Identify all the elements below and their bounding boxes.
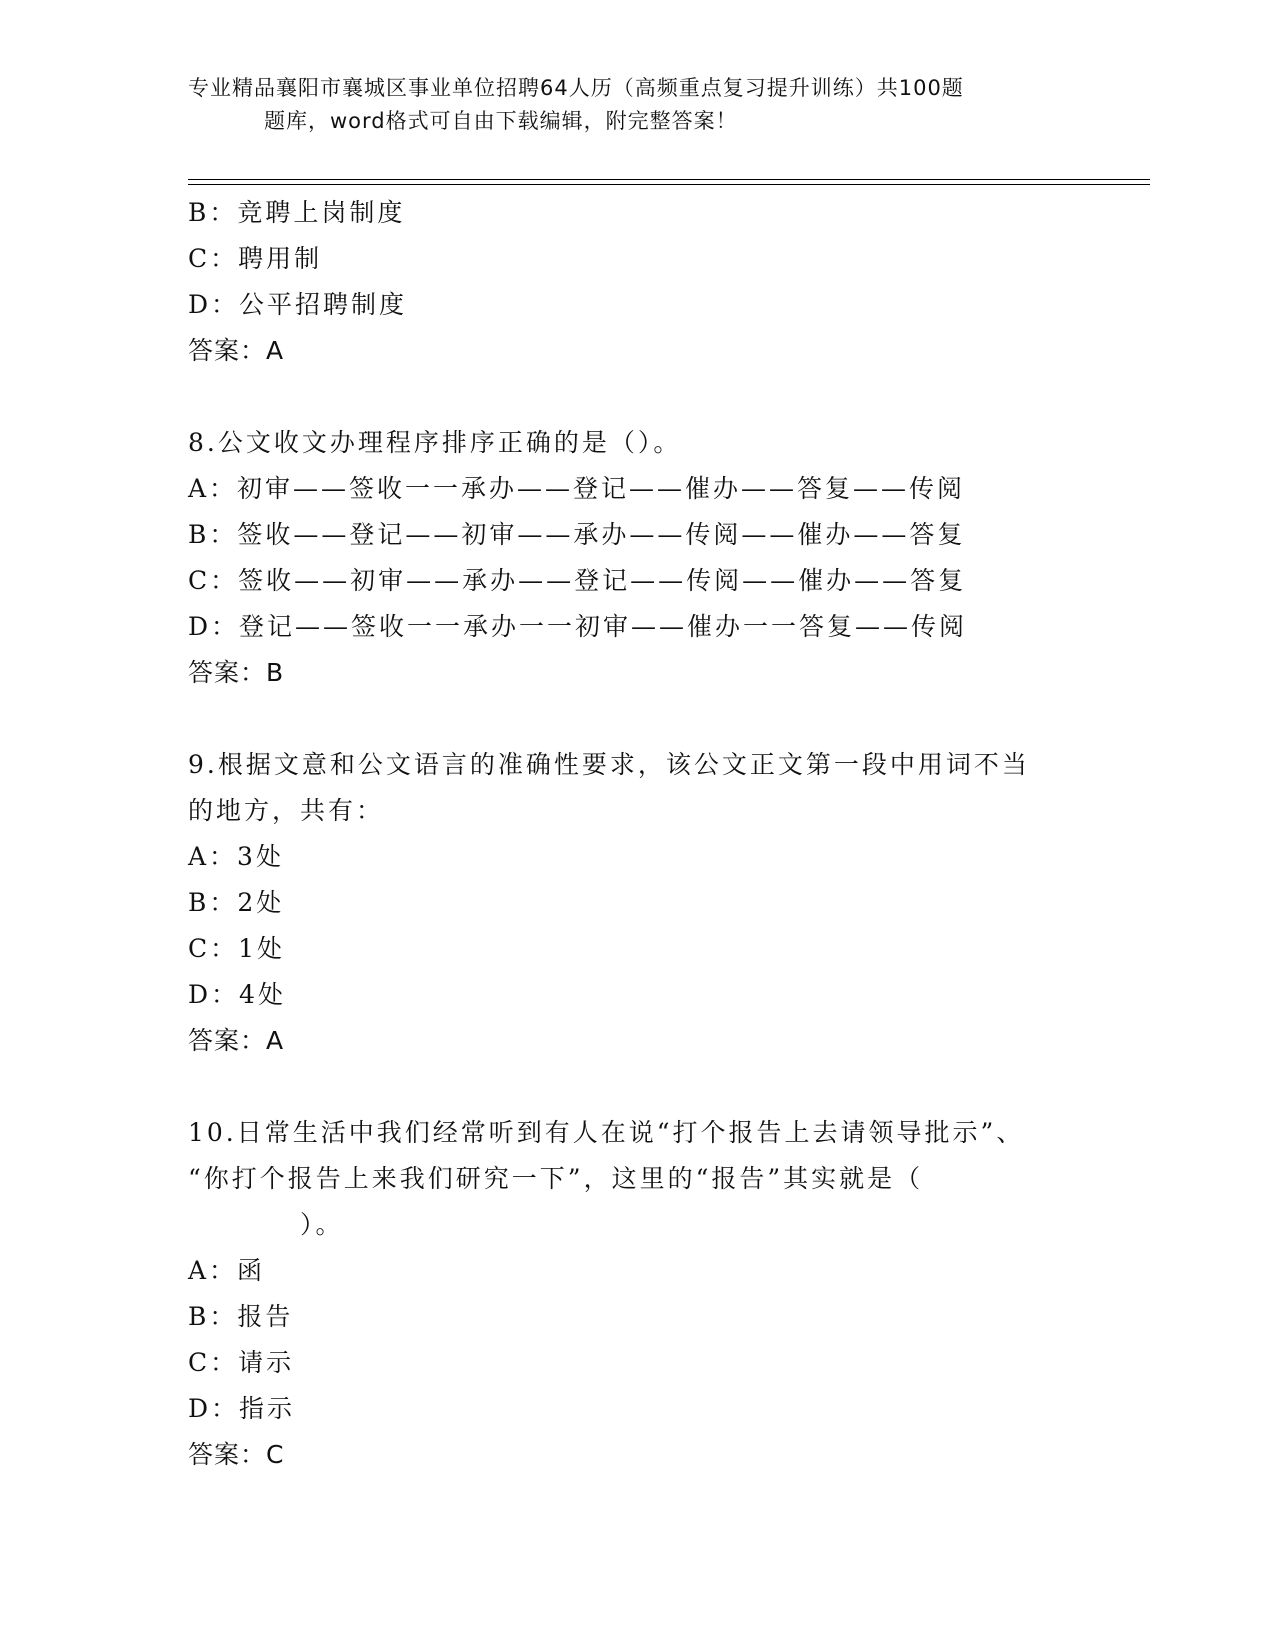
q8-question: 8.公文收文办理程序排序正确的是（）。 [188, 428, 682, 457]
question-content [188, 190, 1088, 1478]
q7-option-b: B：竞聘上岗制度 [188, 198, 406, 227]
spacer [188, 696, 1088, 742]
q8-option-a: A：初审——签收一一承办——登记——催办——答复——传阅 [188, 474, 966, 503]
header-title-line-1: 专业精品襄阳市襄城区事业单位招聘64人历（高频重点复习提升训练）共100题 [188, 76, 964, 100]
q10-option-a: A：函 [188, 1256, 266, 1285]
header-rule-bottom [188, 184, 1150, 185]
q10-answer: 答案：C [188, 1440, 285, 1469]
q7-option-d: D：公平招聘制度 [188, 290, 408, 319]
header-rule-top [188, 179, 1150, 180]
q9-option-c: C：1处 [188, 934, 286, 963]
q10-question-line-2: “你打个报告上来我们研究一下”，这里的“报告”其实就是（ [188, 1164, 924, 1193]
q8-answer: 答案：B [188, 658, 285, 687]
q10-question-line-3: ）。 [300, 1210, 344, 1239]
q9-question-line-1: 9.根据文意和公文语言的准确性要求，该公文正文第一段中用词不当 [188, 750, 1030, 779]
q7-answer: 答案：A [188, 336, 285, 365]
header-title-line-2: 题库，word格式可自由下载编辑，附完整答案！ [264, 109, 738, 133]
q8-option-b: B：签收——登记——初审——承办——传阅——催办——答复 [188, 520, 966, 549]
q9-answer: 答案：A [188, 1026, 285, 1055]
q9-option-d: D：4处 [188, 980, 286, 1009]
q10-option-c: C：请示 [188, 1348, 295, 1377]
q7-option-c: C：聘用制 [188, 244, 323, 273]
q9-question-line-2: 的地方，共有： [188, 796, 385, 825]
spacer [188, 374, 1088, 420]
document-header [188, 72, 1088, 138]
q8-option-c: C：签收——初审——承办——登记——传阅——催办——答复 [188, 566, 967, 595]
q10-option-d: D：指示 [188, 1394, 296, 1423]
q10-option-b: B：报告 [188, 1302, 294, 1331]
q9-option-b: B：2处 [188, 888, 285, 917]
spacer [188, 1064, 1088, 1110]
q10-question-line-1: 10.日常生活中我们经常听到有人在说“打个报告上去请领导批示”、 [188, 1118, 1025, 1147]
q8-option-d: D：登记——签收一一承办一一初审——催办一一答复——传阅 [188, 612, 968, 641]
q9-option-a: A：3处 [188, 842, 284, 871]
